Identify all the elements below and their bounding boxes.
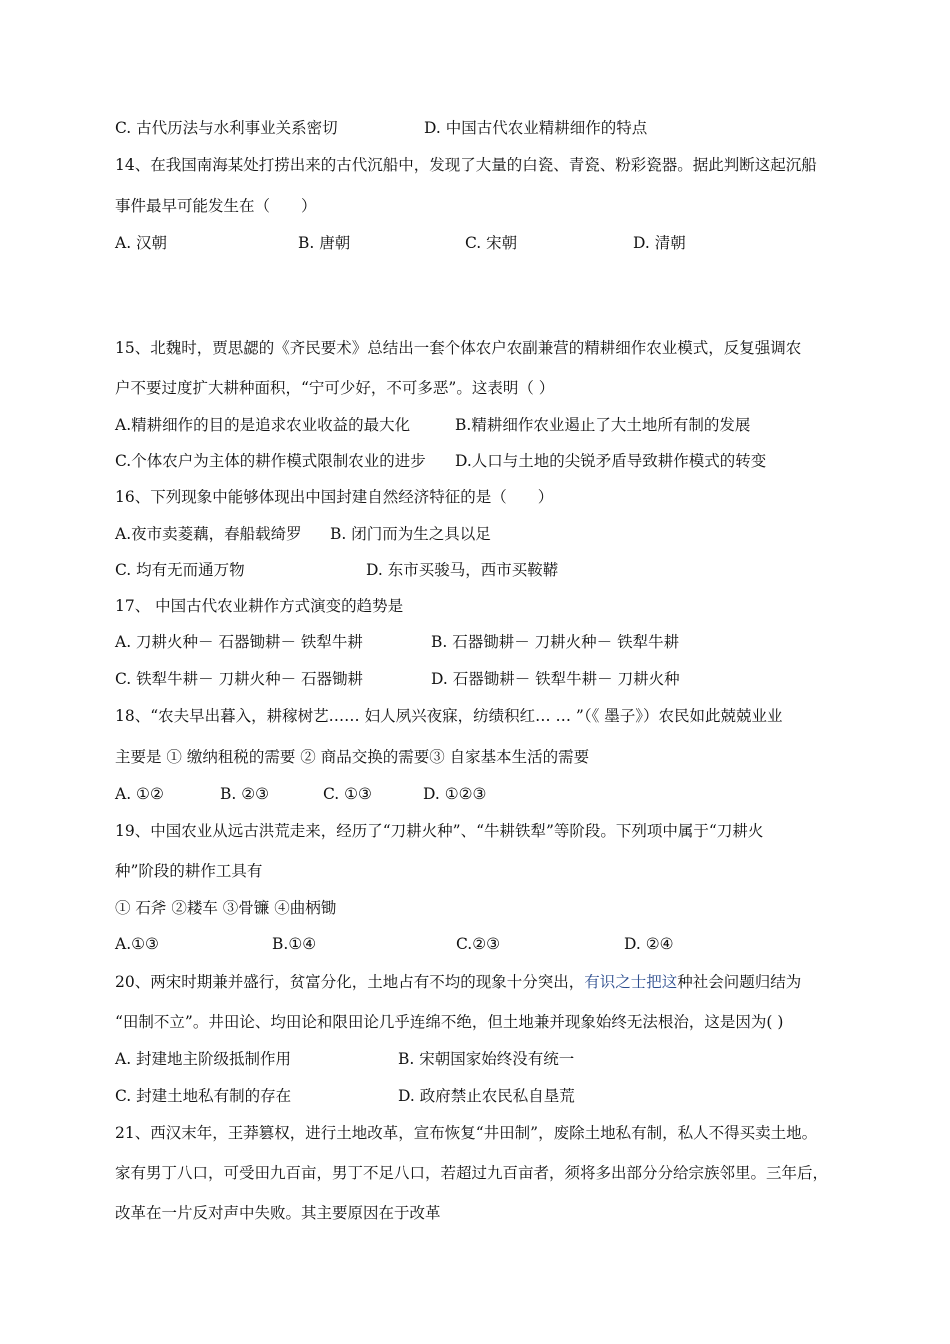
- q16-option-d: D. 东市买骏马，西市买鞍鞯: [366, 561, 559, 579]
- q21-stem-line3: 改革在一片反对声中失败。其主要原因在于改革: [115, 1204, 441, 1222]
- q20-option-d: D. 政府禁止农民私自垦荒: [398, 1087, 575, 1105]
- q15-option-c: C.个体农户为主体的耕作模式限制农业的进步: [115, 452, 426, 470]
- q19-stem-line3: ① 石斧 ②耧车 ③骨镰 ④曲柄锄: [115, 899, 337, 917]
- q20-stem-line2: “田制不立”。井田论、均田论和限田论几乎连绵不绝，但土地兼并现象始终无法根治，这是因为( ): [115, 1013, 784, 1031]
- q15-option-a: A.精耕细作的目的是追求农业收益的最大化: [115, 416, 411, 434]
- q17-option-d: D. 石器锄耕－ 铁犁牛耕－ 刀耕火种: [431, 670, 680, 688]
- q20-stem-line1: [115, 972, 801, 992]
- q16-option-b: B. 闭门而为生之具以足: [330, 525, 491, 543]
- q17-option-c: C. 铁犁牛耕－ 刀耕火种－ 石器锄耕: [115, 670, 364, 688]
- q14-option-d: D. 清朝: [633, 234, 686, 252]
- q19-stem-line1: 19、中国农业从远古洪荒走来，经历了“刀耕火种”、“牛耕铁犁”等阶段。下列项中属于“刀耕火: [115, 822, 764, 840]
- q17-option-b: B. 石器锄耕－ 刀耕火种－ 铁犁牛耕: [431, 633, 680, 651]
- q18-stem-line1: 18、“农夫早出暮入，耕稼树艺…… 妇人夙兴夜寐，纺绩积红… … ”（《 墨子》）农民如此兢兢业业: [115, 707, 783, 725]
- q20-stem-highlight: 有识之士把这: [584, 973, 678, 991]
- q15-option-b: B.精耕细作农业遏止了大土地所有制的发展: [455, 416, 751, 434]
- q16-option-c: C. 均有无而通万物: [115, 561, 245, 579]
- q14-stem-line1: 14、在我国南海某处打捞出来的古代沉船中，发现了大量的白瓷、青瓷、粉彩瓷器。据此判断这起沉船: [115, 156, 817, 174]
- q19-option-b: B.①④: [272, 935, 317, 953]
- q18-option-b: B. ②③: [220, 785, 270, 803]
- q19-stem-line2: 种”阶段的耕作工具有: [115, 862, 263, 880]
- q21-stem-line1: 21、西汉末年，王莽篡权，进行土地改革，宣布恢复“井田制”，废除土地私有制，私人不得买卖土地。: [115, 1124, 818, 1142]
- q20-stem-part-c: 种社会问题归结为: [677, 973, 802, 991]
- q13-option-d: D. 中国古代农业精耕细作的特点: [424, 119, 648, 137]
- q20-stem-part-a: 20、两宋时期兼并盛行，贫富分化，土地占有不均的现象十分突出，: [115, 973, 585, 991]
- q17-stem: 17、 中国古代农业耕作方式演变的趋势是: [115, 597, 404, 615]
- q18-option-a: A. ①②: [115, 785, 164, 803]
- q14-stem-line2: 事件最早可能发生在（ ）: [115, 197, 317, 215]
- q18-option-c: C. ①③: [323, 785, 372, 803]
- q17-option-a: A. 刀耕火种－ 石器锄耕－ 铁犁牛耕: [115, 633, 363, 651]
- q16-stem: 16、下列现象中能够体现出中国封建自然经济特征的是（ ）: [115, 488, 554, 506]
- q15-option-d: D.人口与土地的尖锐矛盾导致耕作模式的转变: [455, 452, 767, 470]
- q15-stem-line1: 15、北魏时，贾思勰的《齐民要术》总结出一套个体农户农副兼营的精耕细作农业模式，反复强调农: [115, 339, 802, 357]
- q21-stem-line2: 家有男丁八口，可受田九百亩，男丁不足八口，若超过九百亩者，须将多出部分分给宗族邻里。三年后，: [115, 1164, 829, 1182]
- q20-option-b: B. 宋朝国家始终没有统一: [398, 1050, 575, 1068]
- q14-option-a: A. 汉朝: [115, 234, 168, 252]
- q14-option-b: B. 唐朝: [298, 234, 351, 252]
- q13-option-c: C. 古代历法与水利事业关系密切: [115, 119, 338, 137]
- q18-stem-line2: 主要是 ① 缴纳租税的需要 ② 商品交换的需要③ 自家基本生活的需要: [115, 748, 590, 766]
- q19-option-a: A.①③: [115, 935, 159, 953]
- q20-option-c: C. 封建土地私有制的存在: [115, 1087, 292, 1105]
- q14-option-c: C. 宋朝: [465, 234, 518, 252]
- q20-option-a: A. 封建地主阶级抵制作用: [115, 1050, 292, 1068]
- q19-option-c: C.②③: [456, 935, 501, 953]
- q15-stem-line2: 户不要过度扩大耕种面积，“宁可少好，不可多恶”。这表明（ ）: [115, 379, 555, 397]
- q18-option-d: D. ①②③: [423, 785, 487, 803]
- q19-option-d: D. ②④: [624, 935, 674, 953]
- q16-option-a: A.夜市卖菱藕，春船载绮罗: [115, 525, 302, 543]
